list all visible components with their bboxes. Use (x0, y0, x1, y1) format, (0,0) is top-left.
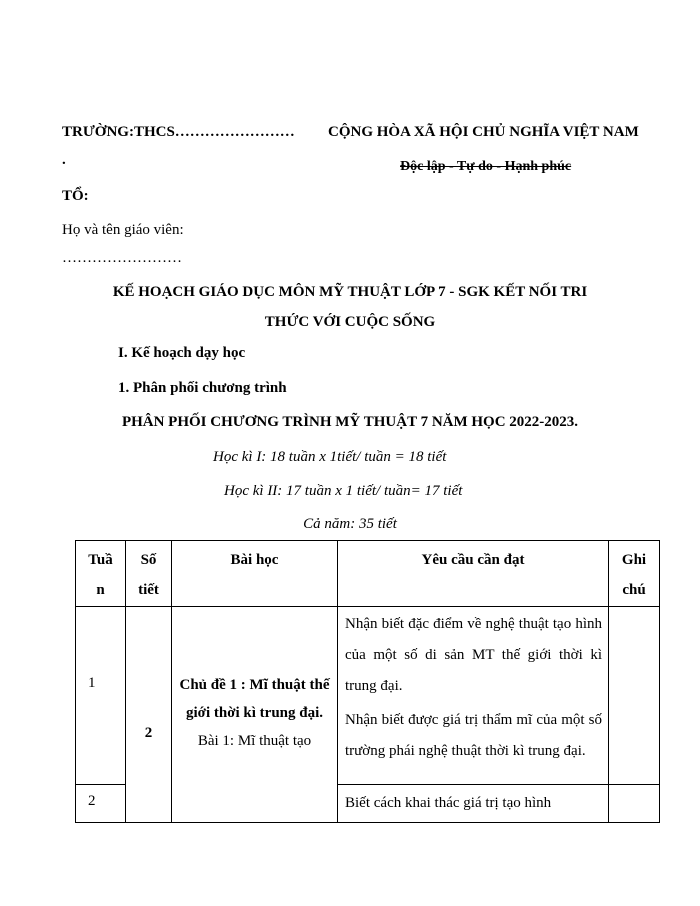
school-name: TRƯỜNG:THCS…………………… (62, 124, 295, 140)
requirement-header: Yêu cầu cần đạt (338, 541, 609, 607)
lesson-title: Bài 1: Mĩ thuật tạo (197, 733, 312, 749)
total-info: Cả năm: 35 tiết (303, 516, 397, 532)
topic-title: Chủ đề 1 : Mĩ thuật thế giới thời kì trung đại. (179, 677, 330, 721)
requirement-cell (338, 607, 609, 785)
periods-cell: 2 (126, 607, 172, 823)
requirement-cell: Biết cách khai thác giá trị tạo hình (338, 785, 609, 823)
requirement-text: Nhận biết được giá trị thẩm mĩ của một số trường phái nghệ thuật thời kì trung đại. (345, 712, 602, 759)
table-header-row (76, 541, 660, 607)
note-cell (609, 607, 660, 785)
requirement-text: Nhận biết đặc điểm về nghệ thuật tạo hình của một số di sản MT thế giới thời kì trung đại. (345, 616, 602, 694)
table-row (76, 607, 660, 785)
semester1-info: Học kì I: 18 tuần x 1tiết/ tuần = 18 tiết (213, 449, 447, 465)
document-title-line2: THỨC VỚI CUỘC SỐNG (264, 314, 436, 330)
note-header: Ghi chú (609, 541, 660, 607)
semester2-info: Học kì II: 17 tuần x 1 tiết/ tuần= 17 tiết (224, 483, 463, 499)
week-cell: 1 (76, 607, 126, 785)
subsection-heading: 1. Phân phối chương trình (118, 380, 287, 396)
week-header: Tuầ n (76, 541, 126, 607)
section-heading: I. Kế hoạch dạy học (118, 345, 246, 361)
teacher-dots: …………………… (62, 250, 182, 266)
republic-title: CỘNG HÒA XÃ HỘI CHỦ NGHĨA VIỆT NAM (328, 124, 639, 140)
lesson-cell (172, 607, 338, 823)
week-cell: 2 (76, 785, 126, 823)
teacher-label: Họ và tên giáo viên: (62, 222, 184, 238)
lesson-header: Bài học (172, 541, 338, 607)
department-label: TỔ: (62, 188, 89, 204)
dot-mark: . (62, 152, 66, 168)
motto: Độc lập - Tự do - Hạnh phúc (400, 159, 572, 174)
document-title-line1: KẾ HOẠCH GIÁO DỤC MÔN MỸ THUẬT LỚP 7 - SGK KẾT NỐI TRI (112, 284, 588, 300)
program-heading: PHÂN PHỐI CHƯƠNG TRÌNH MỸ THUẬT 7 NĂM HỌC 2022-2023. (121, 414, 579, 430)
periods-header: Số tiết (126, 541, 172, 607)
note-cell (609, 785, 660, 823)
program-table (75, 540, 660, 823)
